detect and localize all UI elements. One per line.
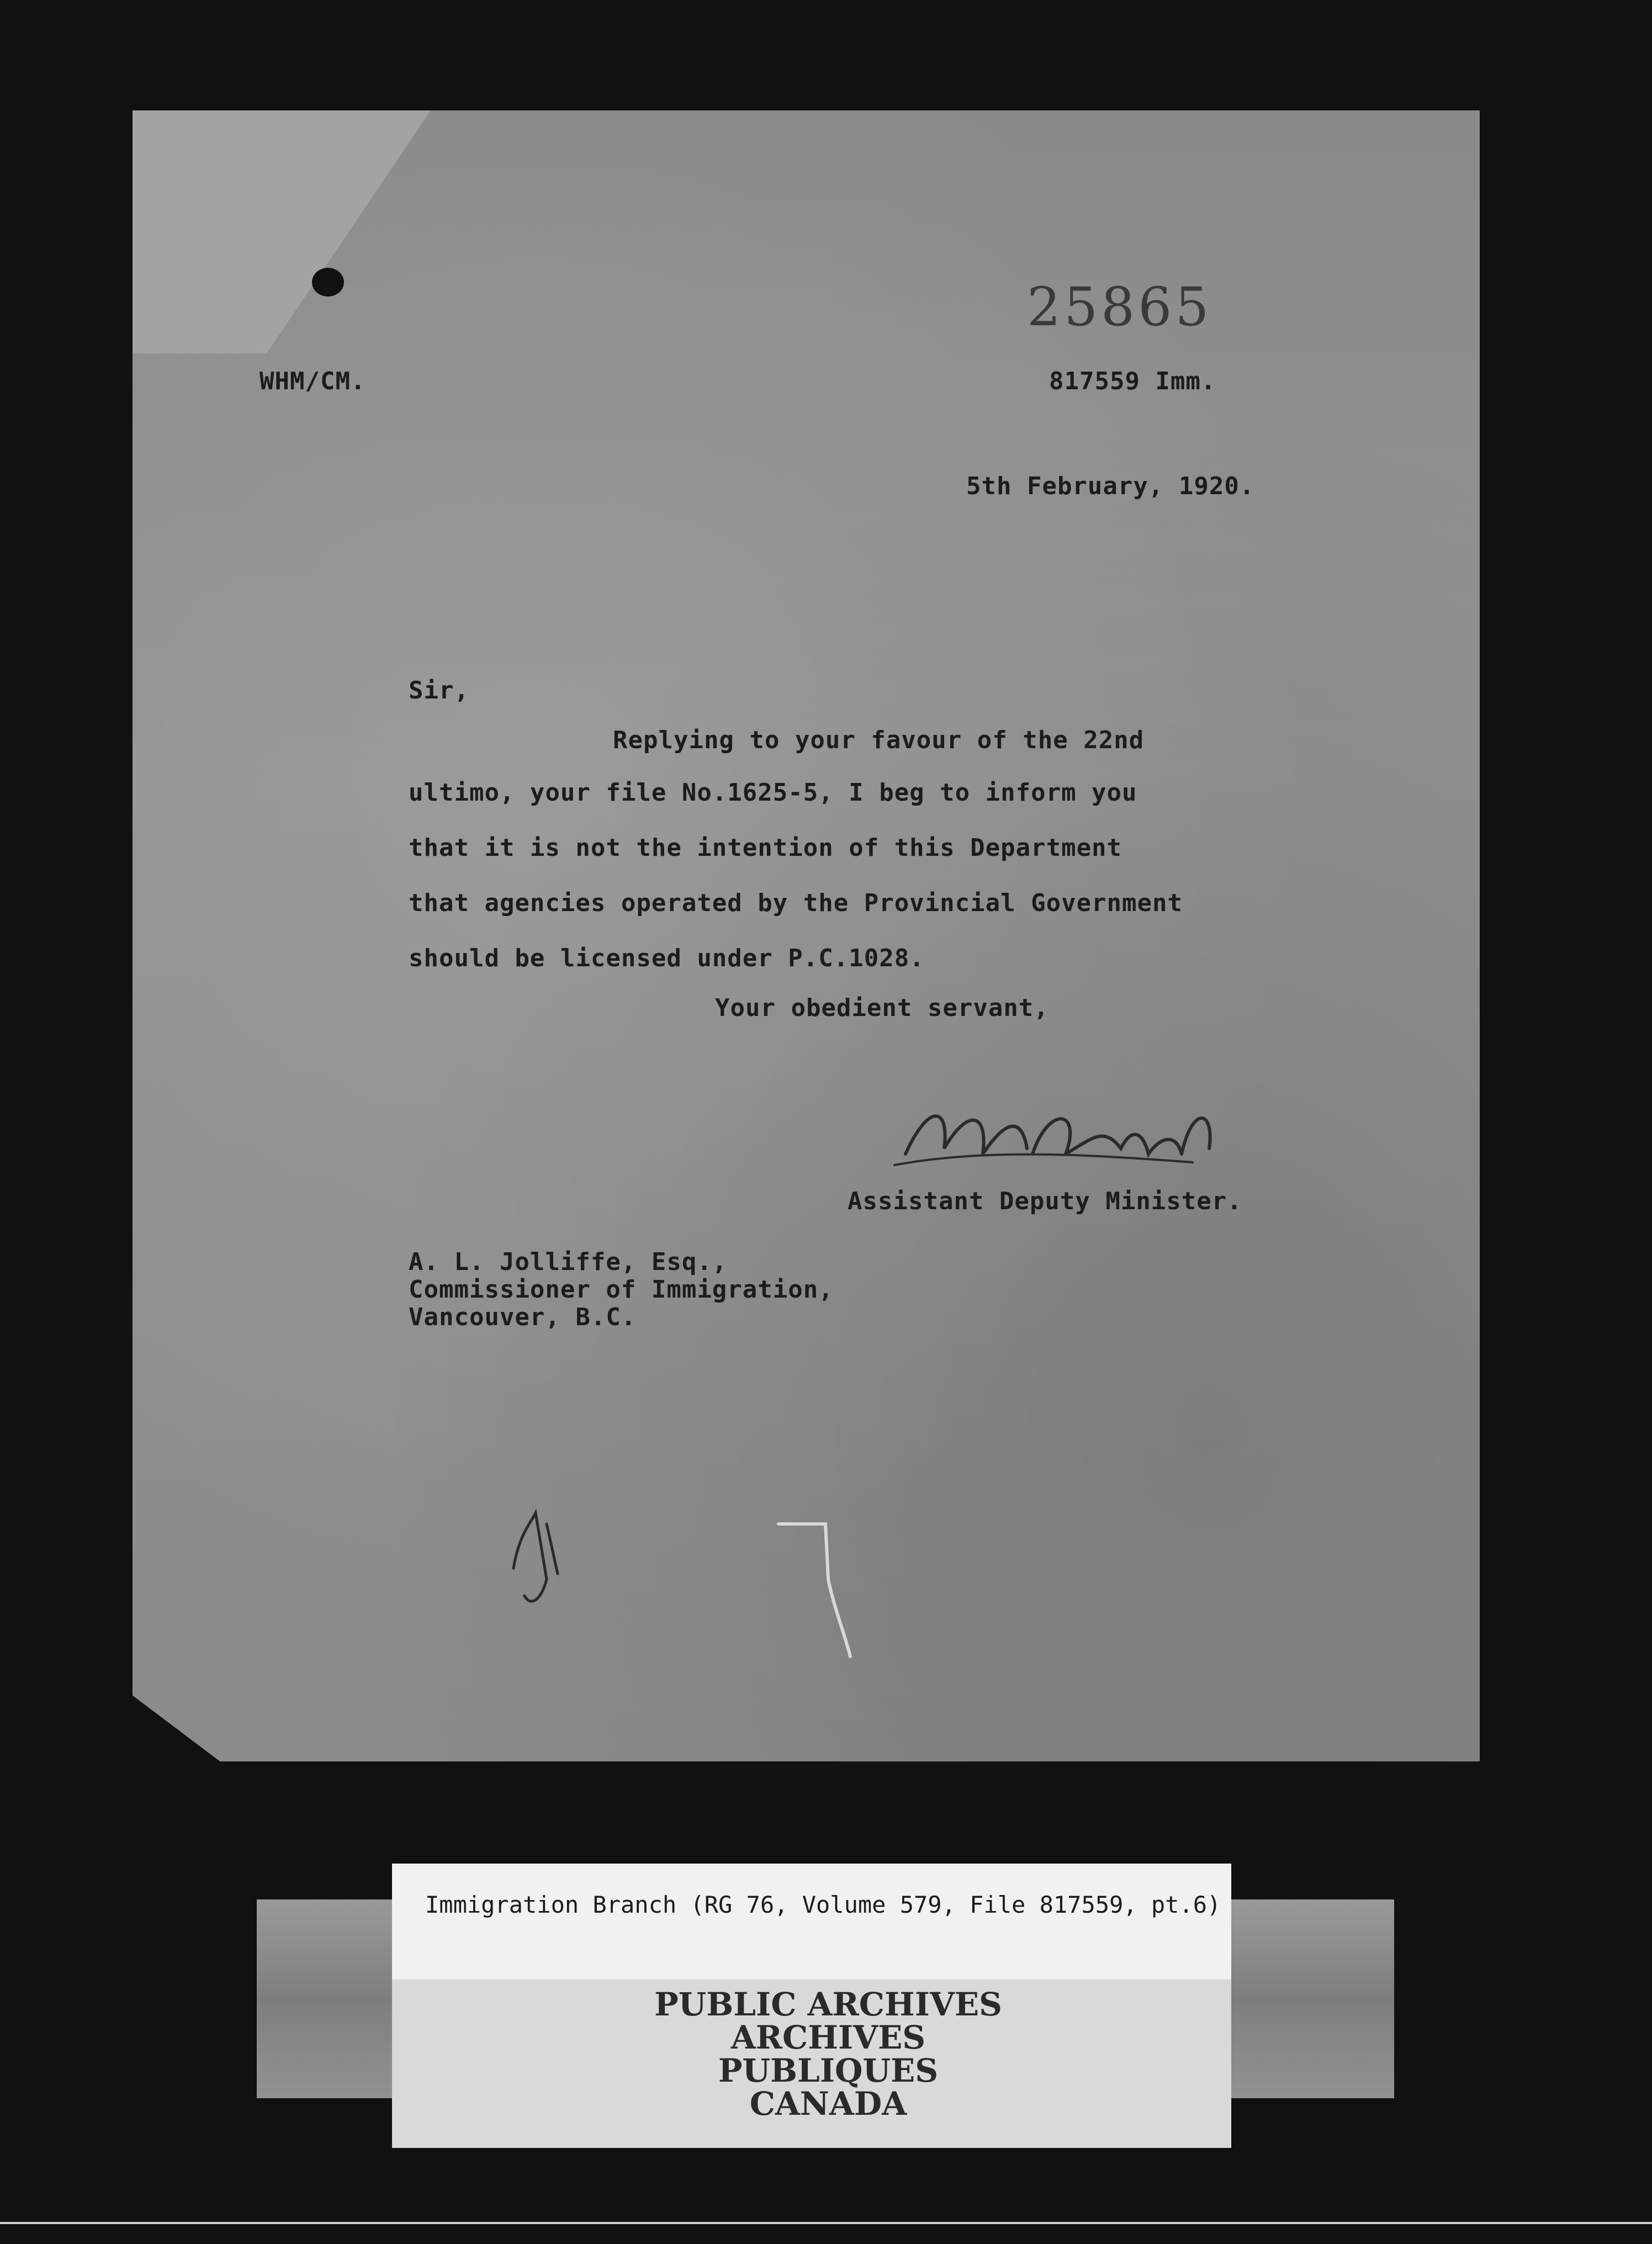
archive-caption-label — [392, 1864, 1231, 1980]
reference-initials: WHM/CM. — [260, 367, 366, 395]
film-edge-line — [0, 2222, 1652, 2224]
pencil-mark — [497, 1491, 596, 1618]
archive-stamp-line-1: PUBLIC ARCHIVES — [654, 1986, 1002, 2023]
handwritten-signature — [883, 1071, 1226, 1193]
file-stamp-number: 25865 — [1027, 276, 1212, 338]
archive-caption: Immigration Branch (RG 76, Volume 579, File 817559, pt.6) — [425, 1891, 1221, 1918]
archive-stamp-line-3: CANADA — [749, 2085, 907, 2123]
signer-title: Assistant Deputy Minister. — [848, 1187, 1242, 1215]
addressee-title: Commissioner of Immigration, — [409, 1276, 834, 1304]
punch-hole — [312, 268, 344, 297]
body-line-5: should be licensed under P.C.1028. — [409, 944, 925, 972]
body-line-3: that it is not the intention of this Department — [409, 834, 1122, 862]
archive-stamp-line-2: ARCHIVES PUBLIQUES — [718, 2019, 939, 2089]
body-line-2: ultimo, your file No.1625-5, I beg to inform you — [409, 779, 1137, 807]
addressee-city: Vancouver, B.C. — [409, 1303, 637, 1331]
body-line-1: Replying to your favour of the 22nd — [613, 726, 1145, 754]
salutation: Sir, — [409, 676, 469, 705]
reference-file-number: 817559 Imm. — [1049, 367, 1216, 395]
addressee-name: A. L. Jolliffe, Esq., — [409, 1248, 728, 1276]
archive-stamp — [618, 1986, 1038, 2123]
crease-mark — [773, 1513, 872, 1668]
closing: Your obedient servant, — [715, 994, 1049, 1022]
body-line-4: that agencies operated by the Provincial Government — [409, 889, 1183, 917]
letter-date: 5th February, 1920. — [966, 472, 1255, 500]
